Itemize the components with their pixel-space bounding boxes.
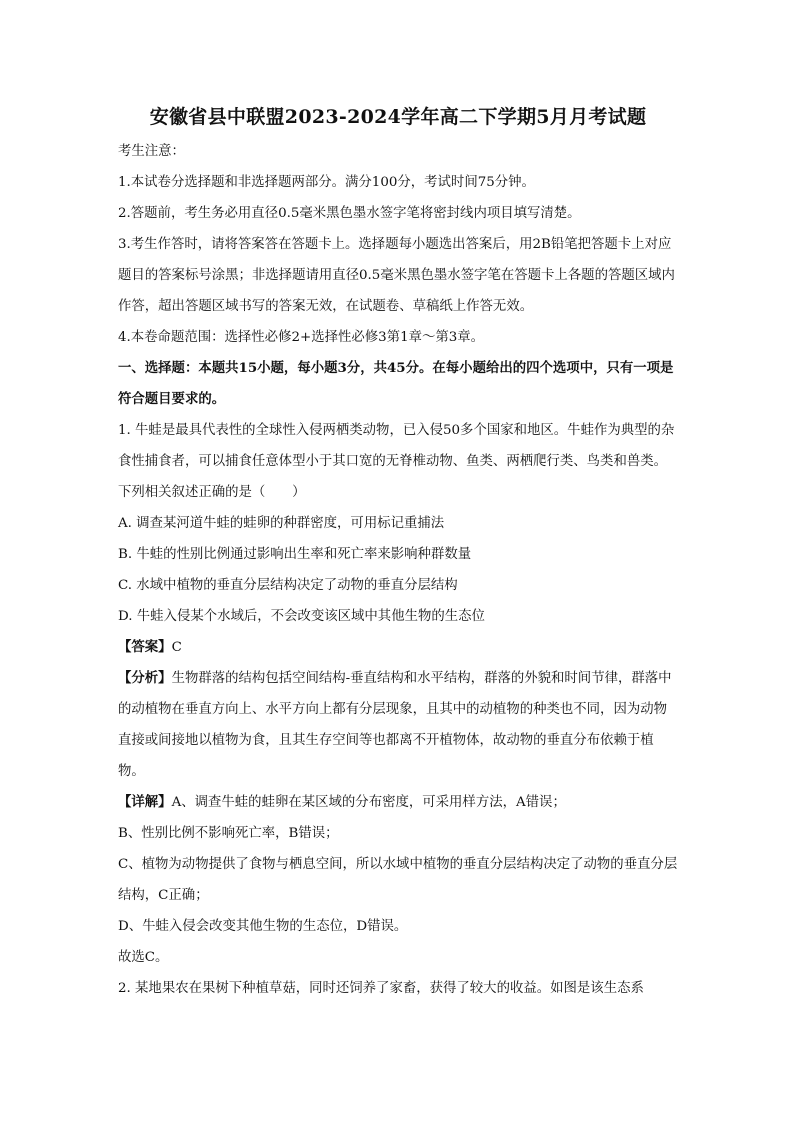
notice-item: 4.本卷命题范围：选择性必修2+选择性必修3第1章～第3章。 xyxy=(118,330,485,345)
question-stem: 1. 牛蛙是最具代表性的全球性入侵两栖类动物，已入侵50多个国家和地区。牛蛙作为典型的杂食性捕食者，可以捕食任意体型小于其口宽的无脊椎动物、鱼类、两栖爬行类、鸟类和兽类。下列相关叙述正确的是（ ） xyxy=(118,423,675,500)
option-d: D. 牛蛙入侵某个水域后，不会改变该区域中其他生物的生态位 xyxy=(118,609,485,624)
analysis-text: 生物群落的结构包括空间结构-垂直结构和水平结构，群落的外貌和时间节律，群落中的动植物在垂直方向上、水平方向上都有分层现象，且其中的动植物的种类也不同，因为动物直接或间接地以植物为食，且其生存空间等也都离不开植物体，故动物的垂直分布依赖于植物。 xyxy=(118,671,672,779)
detail-line: B、性别比例不影响死亡率，B错误； xyxy=(118,826,339,841)
page-title: 安徽省县中联盟2023-2024学年高二下学期5月月考试题 xyxy=(149,106,647,128)
question-stem: 2. 某地果农在果树下种植草菇，同时还饲养了家畜，获得了较大的收益。如图是该生态系 xyxy=(118,981,644,996)
detail-line: D、牛蛙入侵会改变其他生物的生态位，D错误。 xyxy=(118,919,408,934)
option-b: B. 牛蛙的性别比例通过影响出生率和死亡率来影响种群数量 xyxy=(118,547,472,562)
notice-item: 3.考生作答时，请将答案答在答题卡上。选择题每小题选出答案后，用2B铅笔把答题卡上对应题目的答案标号涂黑；非选择题请用直径0.5毫米黑色墨水签字笔在答题卡上各题的答题区域内作答，超出答题区域书写的答案无效，在试题卷、草稿纸上作答无效。 xyxy=(118,237,675,314)
notice-item: 1.本试卷分选择题和非选择题两部分。满分100分，考试时间75分钟。 xyxy=(118,175,535,190)
detail-line xyxy=(118,787,678,818)
notice-heading: 考生注意： xyxy=(118,144,185,159)
option-a: A. 调查某河道牛蛙的蛙卵的种群密度，可用标记重捕法 xyxy=(118,516,445,531)
exam-page xyxy=(118,100,678,1004)
answer-line xyxy=(118,632,678,663)
analysis-paragraph xyxy=(118,663,678,787)
answer-tag: 【答案】 xyxy=(118,639,172,655)
option-c: C. 水域中植物的垂直分层结构决定了动物的垂直分层结构 xyxy=(118,578,458,593)
detail-tag: 【详解】 xyxy=(118,794,172,810)
notice-item: 2.答题前，考生务必用直径0.5毫米黑色墨水签字笔将密封线内项目填写清楚。 xyxy=(118,206,581,221)
section-heading: 一、选择题：本题共15小题，每小题3分，共45分。在每小题给出的四个选项中，只有一项是符合题目要求的。 xyxy=(118,360,674,407)
answer-value: C xyxy=(171,640,182,655)
detail-text: A、调查牛蛙的蛙卵在某区域的分布密度，可采用样方法，A错误； xyxy=(171,795,566,810)
detail-line: C、植物为动物提供了食物与栖息空间，所以水域中植物的垂直分层结构决定了动物的垂直分层结构，C正确； xyxy=(118,857,678,903)
analysis-tag: 【分析】 xyxy=(118,670,172,686)
conclusion-line: 故选C。 xyxy=(118,950,169,965)
